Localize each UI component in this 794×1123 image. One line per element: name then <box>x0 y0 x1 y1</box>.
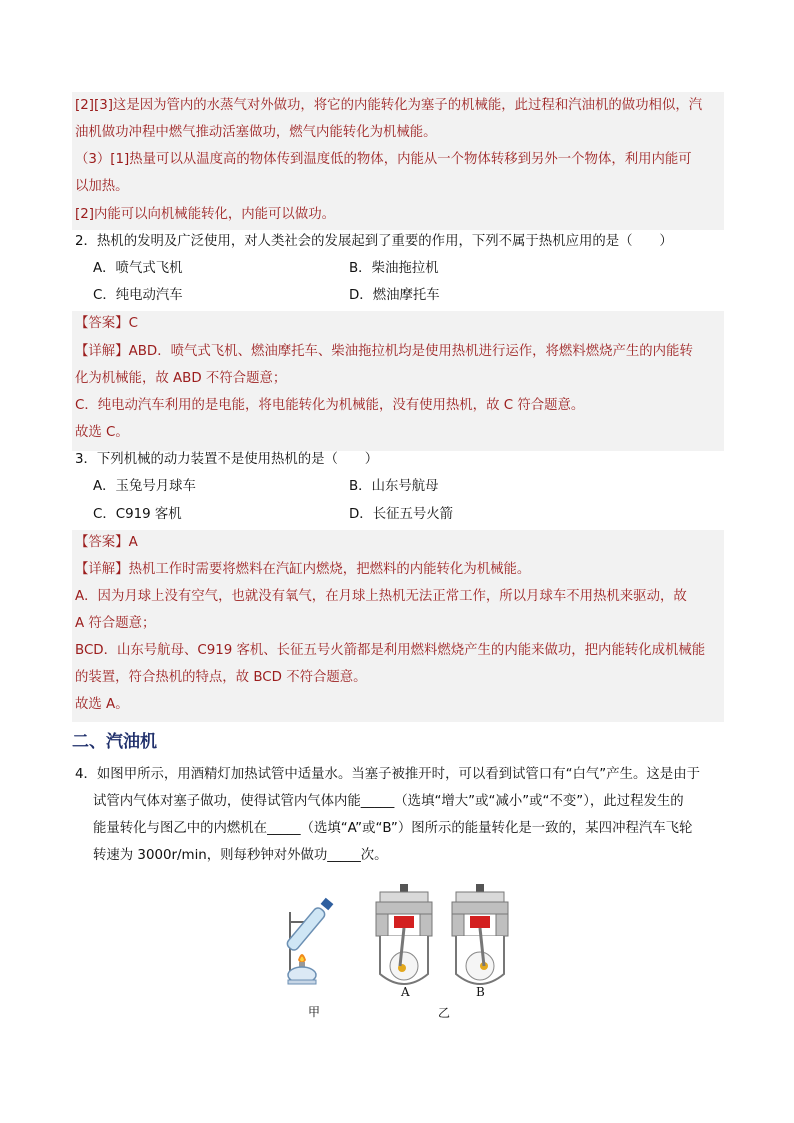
q2-detail-line: 化为机械能，故 ABD 不符合题意； <box>75 371 287 386</box>
q3-answer <box>75 533 138 553</box>
q2-option-d: D．燃油摩托车 <box>349 288 440 303</box>
q2-answer <box>75 314 138 334</box>
q3-detail-line: A 符合题意； <box>75 616 156 631</box>
q3-detail-line: 故选 A。 <box>75 697 129 712</box>
figure-label-yi: 乙 <box>438 1006 451 1020</box>
alcohol-lamp-test-tube-illustration <box>285 898 333 984</box>
figure-label-a: A <box>401 985 410 999</box>
solution-line: 油机做功冲程中燃气推动活塞做功，燃气内能转化为机械能。 <box>75 125 437 140</box>
solution-line: （3）[1]热量可以从温度高的物体传到温度低的物体，内能从一个物体转移到另外一个物体，利用内能可 <box>75 152 692 167</box>
q2-detail-line: C．纯电动汽车利用的是电能，将电能转化为机械能，没有使用热机，故 C 符合题意。 <box>75 398 585 413</box>
detail-text: ABD．喷气式飞机、燃油摩托车、柴油拖拉机均是使用热机进行运作，将燃料燃烧产生的内能转 <box>128 344 693 359</box>
q3-option-b: B．山东号航母 <box>349 479 439 494</box>
question-4-line: 试管内气体对塞子做功，使得试管内气体内能_____（选填“增大”或“减小”或“不变”），此过程发生的 <box>93 794 684 809</box>
question-4-line: 能量转化与图乙中的内燃机在_____（选填“A”或“B”）图所示的能量转化是一致的，某四冲程汽车飞轮 <box>93 821 693 836</box>
solution-line: [2][3]这是因为管内的水蒸气对外做功，将它的内能转化为塞子的机械能，此过程和汽油机的做功相似，汽 <box>75 98 703 113</box>
q3-option-c: C．C919 客机 <box>93 507 182 522</box>
answer-tag: 【答案】 <box>75 316 129 331</box>
q3-option-d: D．长征五号火箭 <box>349 507 454 522</box>
answer-value: A <box>128 535 138 550</box>
q3-detail-line: A．因为月球上没有空气，也就没有氧气，在月球上热机无法正常工作，所以月球车不用热机来驱动，故 <box>75 589 687 604</box>
question-4-line: 4．如图甲所示，用酒精灯加热试管中适量水。当塞子被推开时，可以看到试管口有“白气”产生。这是由于 <box>75 767 700 782</box>
solution-line: [2]内能可以向机械能转化，内能可以做功。 <box>75 207 335 222</box>
detail-tag: 【详解】 <box>75 344 129 359</box>
figure-heat-engine <box>280 882 520 1022</box>
q2-option-b: B．柴油拖拉机 <box>349 261 439 276</box>
section-heading: 二、汽油机 <box>72 732 157 752</box>
question-2-stem: 2．热机的发明及广泛使用，对人类社会的发展起到了重要的作用，下列不属于热机应用的是（ ） <box>75 234 673 249</box>
detail-tag: 【详解】 <box>75 562 129 577</box>
question-3-stem: 3．下列机械的动力装置不是使用热机的是（ ） <box>75 452 379 467</box>
q3-detail-line: 的装置，符合热机的特点，故 BCD 不符合题意。 <box>75 670 367 685</box>
q2-option-c: C．纯电动汽车 <box>93 288 183 303</box>
q2-detail-line: 故选 C。 <box>75 425 129 440</box>
q3-detail-line: BCD．山东号航母、C919 客机、长征五号火箭都是利用燃料燃烧产生的内能来做功，把内能转化成机械能 <box>75 643 706 658</box>
q2-option-a: A．喷气式飞机 <box>93 261 183 276</box>
q3-option-a: A．玉兔号月球车 <box>93 479 196 494</box>
answer-tag: 【答案】 <box>75 535 129 550</box>
detail-text: 热机工作时需要将燃料在汽缸内燃烧，把燃料的内能转化为机械能。 <box>128 562 531 577</box>
q2-detail-line <box>75 342 693 362</box>
solution-line: 以加热。 <box>75 179 129 194</box>
answer-value: C <box>128 316 138 331</box>
figure-label-b: B <box>476 985 485 999</box>
question-4-line: 转速为 3000r/min，则每秒钟对外做功_____次。 <box>93 848 388 863</box>
q3-detail-line <box>75 560 530 580</box>
solution-block-3 <box>72 530 724 722</box>
figure-label-jia: 甲 <box>308 1005 321 1019</box>
engine-a-illustration <box>376 884 432 984</box>
engine-b-illustration <box>452 884 508 984</box>
